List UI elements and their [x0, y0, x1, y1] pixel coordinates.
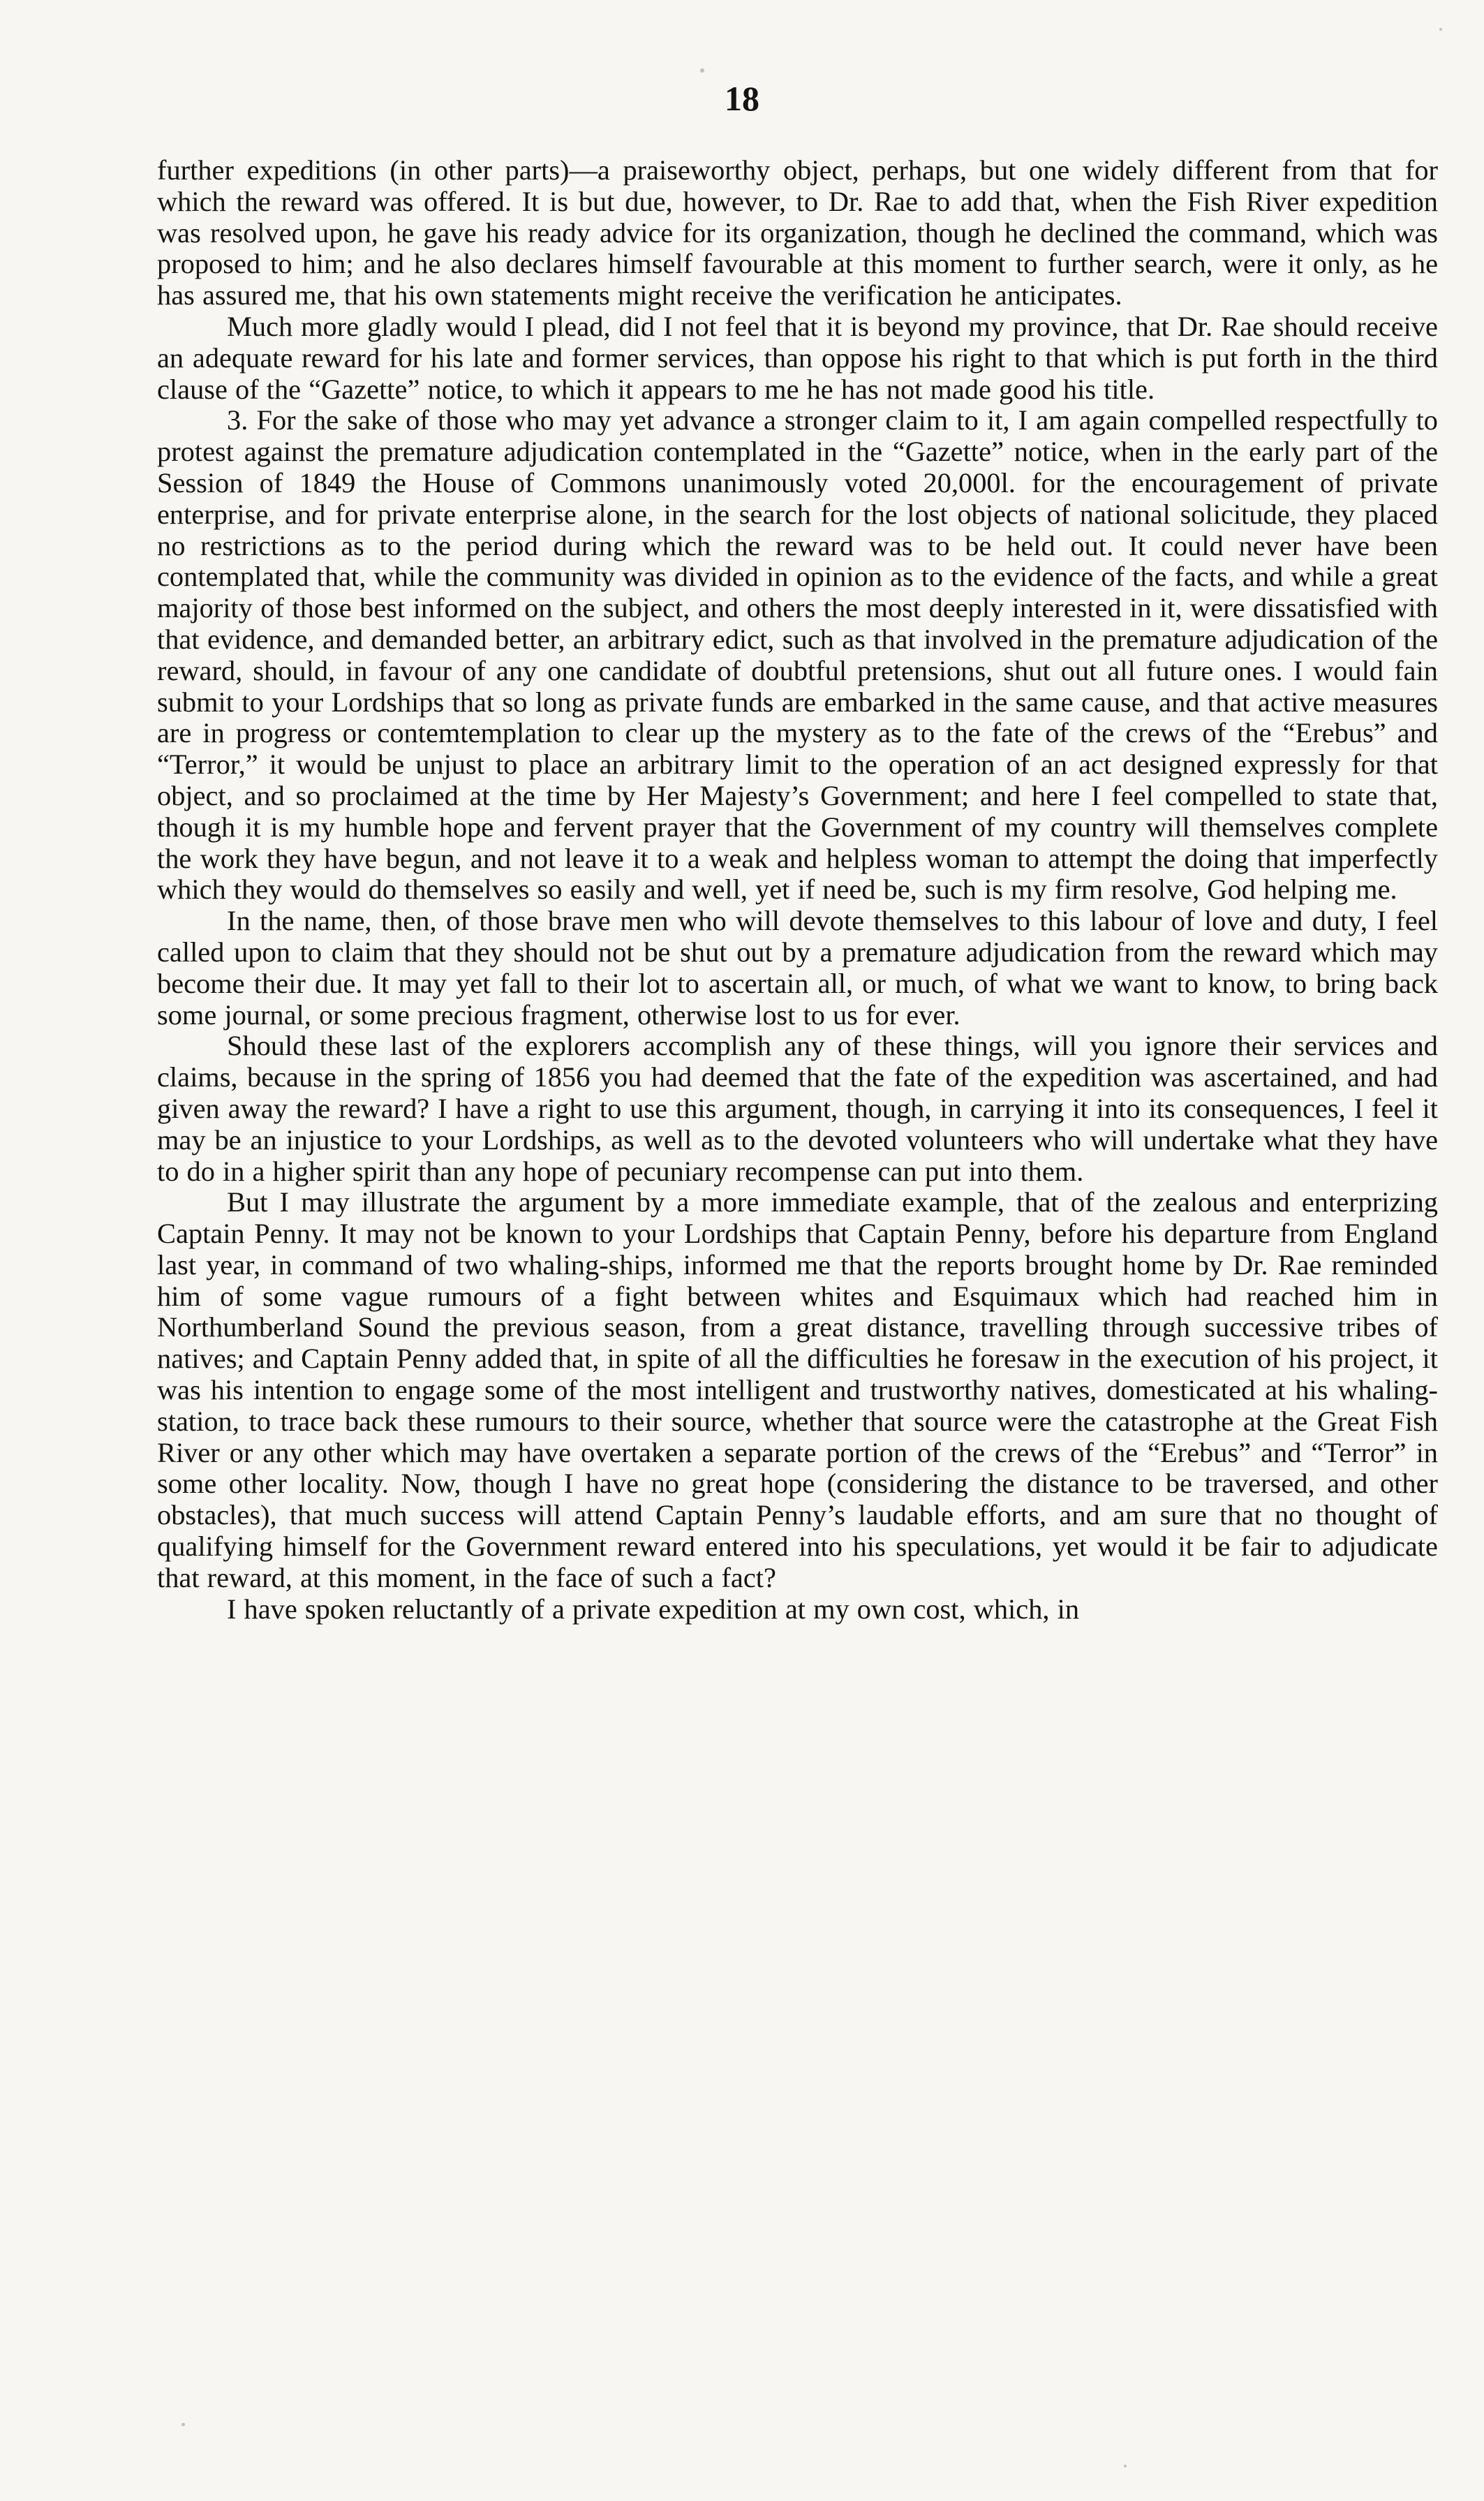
- page-number: 18: [725, 79, 759, 118]
- paragraph-continued: further expeditions (in other parts)—a praiseworthy object, perhaps, but one widely different from that for which the reward was offered. It is but due, however, to Dr. Rae to add that, when the Fish River expedition was resolved upon, he gave his ready advice for its organization, though he declined the command, which was proposed to him; and he also declares himself favourable at this moment to further search, were it only, as he has assured me, that his own statements might receive the verification he anticipates.: [157, 154, 1438, 311]
- body-text: [157, 155, 1438, 1625]
- scan-speck: [1439, 28, 1442, 31]
- scan-speck: [181, 2423, 185, 2426]
- paragraph: But I may illustrate the argument by a more immediate example, that of the zealous and enterprizing Captain Penny. It may not be known to your Lordships that Captain Penny, before his departure from England last year, in command of two whaling-ships, informed me that the reports brought home by Dr. Rae reminded him of some vague rumours of a fight between whites and Esquimaux which had reached him in Northumberland Sound the previous season, from a great distance, travelling through successive tribes of natives; and Captain Penny added that, in spite of all the difficulties he foresaw in the execution of his project, it was his intention to engage some of the most intelligent and trustworthy natives, domesticated at his whaling-station, to trace back these rumours to their source, whether that source were the catastrophe at the Great Fish River or any other which may have overtaken a separate portion of the crews of the “Erebus” and “Terror” in some other locality. Now, though I have no great hope (considering the distance to be traversed, and other obstacles), that much success will attend Captain Penny’s laudable efforts, and am sure that no thought of qualifying himself for the Government reward entered into his speculations, yet would it be fair to adjudicate that reward, at this moment, in the face of such a fact?: [157, 1186, 1438, 1593]
- scan-speck: [700, 68, 704, 73]
- scan-speck: [1124, 2465, 1127, 2467]
- paragraph: Much more gladly would I plead, did I not feel that it is beyond my province, that Dr. Rae should receive an adequate reward for his late and former services, than oppose his right to that which is put forth in the third clause of the “Gazette” notice, to which it appears to me he has not made good his title.: [157, 310, 1438, 405]
- paragraph-numbered-3: 3. For the sake of those who may yet advance a stronger claim to it, I am again compelled respectfully to protest against the premature adjudication contemplated in the “Gazette” notice, when in the early part of the Session of 1849 the House of Commons unanimously voted 20,000l. for the encouragement of private enterprise, and for private enterprise alone, in the search for the lost objects of national solicitude, they placed no restrictions as to the period during which the reward was to be held out. It could never have been contemplated that, while the community was divided in opinion as to the evidence of the facts, and while a great majority of those best informed on the subject, and others the most deeply interested in it, were dissatisfied with that evidence, and demanded better, an arbitrary edict, such as that involved in the premature adjudication of the reward, should, in favour of any one candidate of doubtful pretensions, shut out all future ones. I would fain submit to your Lordships that so long as private funds are embarked in the same cause, and that active measures are in progress or contemtemplation to clear up the mystery as to the fate of the crews of the “Erebus” and “Terror,” it would be unjust to place an arbitrary limit to the operation of an act designed expressly for that object, and so proclaimed at the time by Her Majesty’s Government; and here I feel compelled to state that, though it is my humble hope and fervent prayer that the Government of my country will themselves complete the work they have begun, and not leave it to a weak and helpless woman to attempt the doing that imperfectly which they would do themselves so easily and well, yet if need be, such is my firm resolve, God helping me.: [157, 404, 1438, 906]
- paragraph: In the name, then, of those brave men who will devote themselves to this labour of love and duty, I feel called upon to claim that they should not be shut out by a premature adjudication from the reward which may become their due. It may yet fall to their lot to ascertain all, or much, of what we want to know, to bring back some journal, or some precious fragment, otherwise lost to us for ever.: [157, 905, 1438, 1031]
- paragraph-final-fragment: I have spoken reluctantly of a private expedition at my own cost, which, in: [227, 1593, 1080, 1625]
- paragraph: Should these last of the explorers accomplish any of these things, will you ignore their services and claims, because in the spring of 1856 you had deemed that the fate of the expedition was ascertained, and had given away the reward? I have a right to use this argument, though, in carrying it into its consequences, I feel it may be an injustice to your Lordships, as well as to the devoted volunteers who will undertake what they have to do in a higher spirit than any hope of pecuniary recompense can put into them.: [157, 1030, 1438, 1187]
